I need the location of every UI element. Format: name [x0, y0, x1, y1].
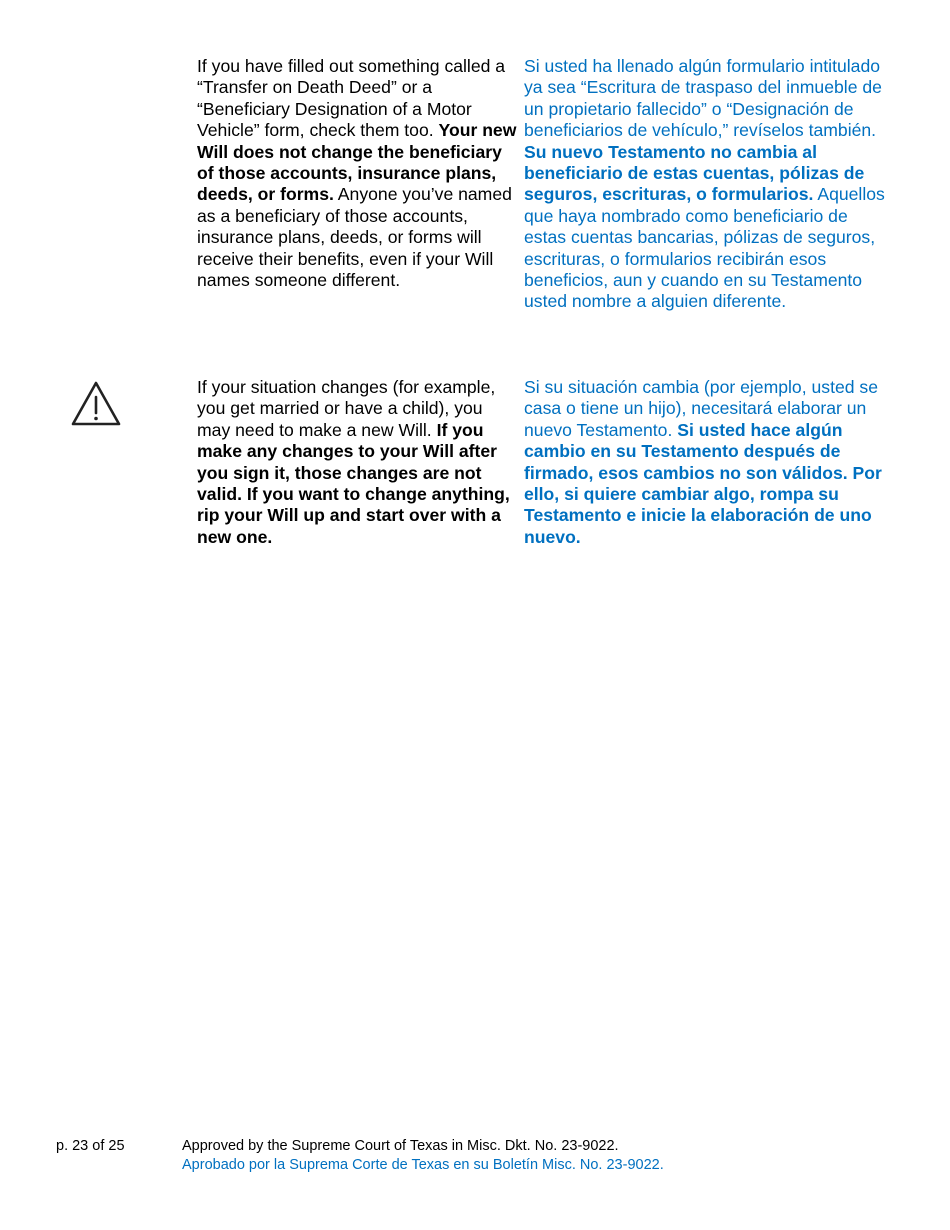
section2-english — [197, 377, 519, 548]
section1-es-text: Si usted ha llenado algún formulario intitulado ya sea “Escritura de traspaso del inmueble de un propietario fallecido” o “Designación de beneficiarios de vehículo,” revíselos también. — [524, 56, 882, 141]
section2-en-bold: If you make any changes to your Will after you sign it, those changes are not valid. If you want to change anything, rip your Will up and start over with a new one. — [197, 419, 510, 547]
section1-en-text-2: Anyone you’ve named as a beneficiary of those accounts, insurance plans, deeds, or forms will receive their benefits, even if your Will names someone different. — [197, 184, 512, 291]
footer-approval-spanish: Aprobado por la Suprema Corte de Texas en su Boletín Misc. No. 23-9022. — [182, 1157, 664, 1173]
section1-spanish — [524, 56, 886, 313]
section2-spanish — [524, 377, 886, 548]
section2-es-text: Si su situación cambia (por ejemplo, usted se casa o tiene un hijo), necesitará elaborar un nuevo Testamento. — [524, 377, 879, 440]
footer-approval-english: Approved by the Supreme Court of Texas in Misc. Dkt. No. 23-9022. — [182, 1138, 619, 1154]
section1-es-text-2: Aquellos que haya nombrado como beneficiario de estas cuentas bancarias, pólizas de seguros, escrituras, o formularios recibirán esos beneficios, aun y cuando en su Testamento usted nombre a alguien diferente. — [524, 184, 885, 312]
section1-es-bold: Su nuevo Testamento no cambia al beneficiario de estas cuentas, pólizas de seguros, escrituras, o formularios. — [524, 141, 865, 205]
warning-triangle-icon — [70, 380, 122, 428]
section1-en-bold: Your new Will does not change the beneficiary of those accounts, insurance plans, deeds, or forms. — [197, 120, 517, 205]
section2-en-text: If your situation changes (for example, you get married or have a child), you may need to make a new Will. — [197, 377, 496, 440]
section1-english — [197, 56, 519, 291]
section2-es-bold: Si usted hace algún cambio en su Testamento después de firmado, esos cambios no son válidos. Por ello, si quiere cambiar algo, rompa su Testamento e inicie la elaboración de uno nuevo. — [524, 419, 882, 547]
section1-en-text: If you have filled out something called a “Transfer on Death Deed” or a “Beneficiary Designation of a Motor Vehicle” form, check them too. — [197, 56, 506, 141]
page-number: p. 23 of 25 — [56, 1138, 125, 1154]
